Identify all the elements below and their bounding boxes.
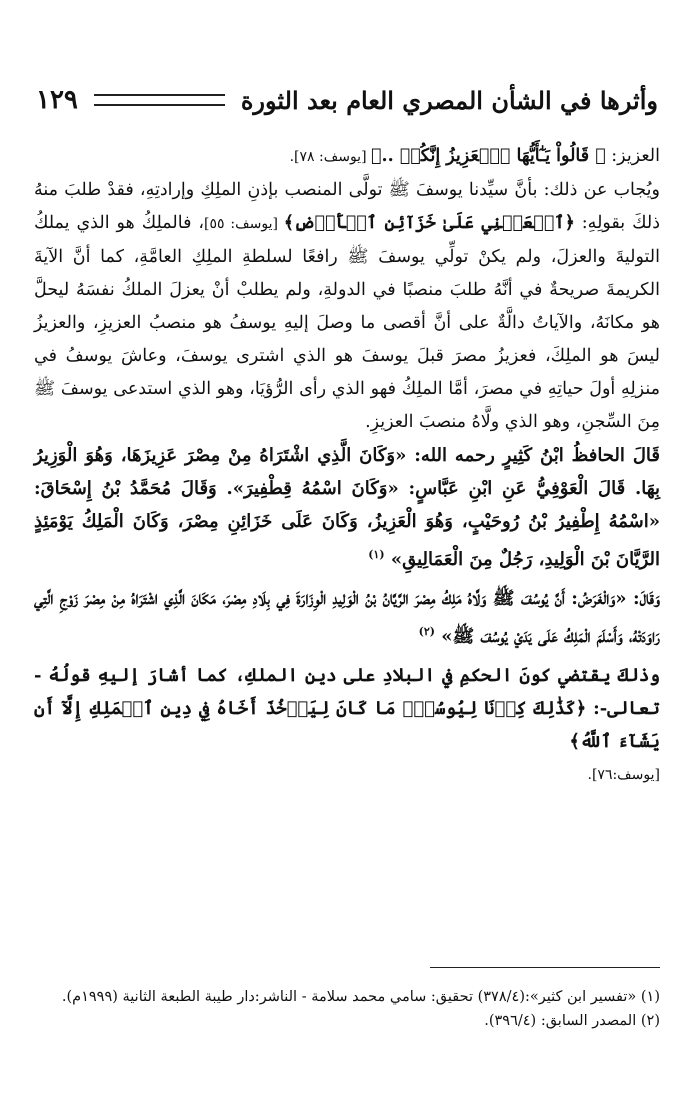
quran-verse: ﴿ٱجۡعَلۡنِي عَلَىٰ خَزَآئِنِ ٱلۡأَرۡضِ﴾ <box>283 213 575 233</box>
footnote-1: (١) «تفسير ابن كثير»:(٣٧٨/٤) تحقيق: سامي محمد سلامة - الناشر:دار طيبة الطبعة الثانية (١٩٩٩م). <box>61 989 660 1005</box>
paragraph-text: وذلكَ يقتضي كونَ الحكمِ في البلادِ على دينِ الملكِ، كما أشارَ إليهِ قولُهُ - تعالى-: <box>34 665 660 719</box>
quran-verse: ﴿ قَالُواْ يَـٰٓأَيُّهَا ٱلۡعَزِيزُ إِنَّكُمۡ ..﴾ <box>371 146 606 166</box>
quran-verse: ﴿كَذَٰلِكَ كِدۡنَا لِيُوسُفَۖ مَا كَانَ لِيَأۡخُذَ أَخَاهُ فِي دِينِ ٱلۡمَلِكِ إِلَّآ أَن يَشَآءَ ٱللَّهُ﴾ <box>34 698 660 752</box>
paragraph-5 <box>34 659 660 758</box>
paragraph-4-quote <box>34 582 660 653</box>
footnote-marker: (٢) <box>418 625 435 638</box>
footnote-2: (٢) المصدر السابق: (٣٩٦/٤). <box>484 1013 660 1029</box>
page-body <box>34 140 660 792</box>
page-number: ١٢٩ <box>36 85 78 115</box>
paragraph-6 <box>34 758 660 792</box>
paragraph-text: ، فالملِكُ هو الذي يملكُ التوليةَ والعزلَ، ولم يكنْ تولِّي يوسفَ ﷺ رافعًا لسلطةِ الملِكِ العامَّةِ، كما أنَّ الآيةَ الكريمةَ صريحةٌ في أنَّهُ طلبَ منصبًا في الدولةِ، ولم يطلبْ أنْ يعزلَ الملكُ نفسَهُ ليحلَّ هو مكانَهُ، والآياتُ دالَّةٌ على أنَّ أقصى ما وصلَ إليهِ يوسفُ هو منصبُ العزيزِ، والعزيزُ ليسَ هو الملِكَ، فعزيزُ مصرَ قبلَ يوسفَ هو الذي اشترى يوسفَ، وعاشَ يوسفُ في منزلِهِ أولَ حياتِهِ في مصرَ، أمَّا الملِكُ فهو الذي رأى الرُّؤيَا، وهو الذي استدعى يوسفَ ﷺ مِنَ السِّجنِ، وهو الذي ولَّاهُ منصبَ العزيزِ. <box>34 213 660 432</box>
page-header <box>36 78 658 122</box>
footnotes <box>34 985 660 1033</box>
paragraph-text: العزيز: <box>605 146 660 166</box>
verse-reference: [يوسف:٧٦]. <box>587 767 660 783</box>
footnote-divider <box>430 967 660 968</box>
verse-reference: [يوسف: ٥٥] <box>204 216 284 232</box>
quotation-text: قَالَ الحافظُ ابْنُ كَثِيرٍ رحمه الله: «وَكَانَ الَّذِي اشْتَرَاهُ مِنْ مِصْرَ عَزِيزَهَا، وَهُوَ الْوَزِيرُ بِهَا. قَالَ الْعَوْفِيُّ عَنِ ابْنِ عَبَّاسٍ: «وَكَانَ اسْمُهُ قِطْفِيرَ». وَقَالَ مُحَمَّدُ بْنُ إِسْحَاقَ: «اسْمُهُ إِطْفِيرُ بْنُ رُوحَيْبٍ، وَهُوَ الْعَزِيزُ، وَكَانَ عَلَى خَزَائِنِ مِصْرَ، وَكَانَ الْمَلِكُ يَوْمَئِذٍ الرَّيَّانَ بْنَ الْوَلِيدِ، رَجُلٌ مِنَ الْعَمَالِيقِ» <box>34 445 660 570</box>
paragraph-3-quote <box>34 439 660 576</box>
header-divider <box>94 94 225 106</box>
paragraph-1 <box>34 140 660 174</box>
paragraph-2 <box>34 174 660 439</box>
paragraph-text: ويُجاب عن ذلك: بأنَّ سيِّدنا يوسفَ ﷺ تولَّى المنصب بإذنِ الملِكِ وإرادتِهِ، فقدْ طلبَ منهُ ذلكَ بقولِهِ: <box>34 180 660 233</box>
running-title: وأثرها في الشأن المصري العام بعد الثورة <box>240 85 658 115</box>
footnote-marker: (١) <box>368 548 385 561</box>
verse-reference: [يوسف: ٧٨]. <box>289 149 371 165</box>
quotation-text: وَقَالَ: «وَالْغَرَضُ: أَنَّ يُوسُفَ ﷺ وَلَّاهُ مَلِكُ مِصْرَ الرَّيَّانُ بْنُ الْوَلِيدِ الْوِزَارَةَ فِي بِلَادِ مِصْرَ، مَكَانَ الَّذِي اشْتَرَاهُ مِنْ مِصْرَ زَوْجِ الَّتِي رَاوَدَتْهُ، وَأَسْلَمَ الْمَلِكُ عَلَى يَدَيْ يُوسُفَ ﷺ» <box>34 588 660 647</box>
